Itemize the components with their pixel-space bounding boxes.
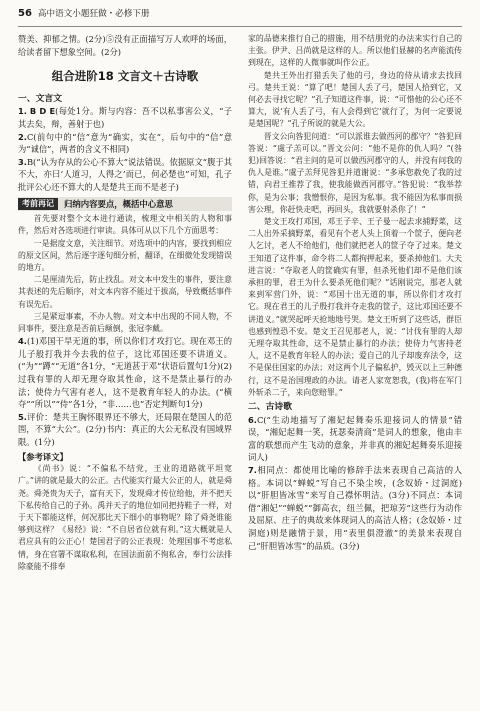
question-number: 6. (248, 414, 257, 425)
focus-banner (18, 197, 232, 212)
answer-text: B(“认为存从的公心不算大”说法错误。依据原文“腹于其不大，亦曰‘人道习，人得之’而已，何必楚也”可知，孔子批评公心还不算大的人是楚共王而不是老子) (18, 156, 232, 192)
page-header (18, 8, 462, 27)
focus-paragraph: 首先要对整个文本进行通读，梳理文中相关的人物和事件，然后对各选项进行审读。具体可从以下几个方面思考： (18, 214, 232, 236)
answer-item (248, 464, 462, 552)
section-heading-classical: 一、文言文 (18, 93, 62, 104)
focus-tag: 考前再记 (18, 198, 58, 211)
translation-paragraph: 晋文公向咎犯问道：“可以派谁去做西河的郡守？”咎犯回答说：“虞子羔可以。”晋文公问：“他不是你的仇人吗？”(咎犯)回答说：“君主问的是可以做西河郡守的人，并没有问我的仇人是谁。”虞子羔拜见咎犯并道谢说：“多承您赦免了我的过错，向君王推荐了我，使我能做西河郡守。”咎犯说：“我举荐你，是为公事；我憎恨你，是因为私事。我不能因为私事而损害公理，你赶快走吧，再回头，我就要射杀你了！” (248, 131, 462, 214)
question-number: 2. (18, 131, 27, 142)
group-title: 组合进阶18 文言文＋古诗歌 (51, 69, 199, 84)
question-number: 5. (18, 411, 27, 422)
answer-item (18, 156, 232, 194)
answer-text: 相同点：都使用比喻的修辞手法来表现自己高洁的人格。本词以“蝉蜕”写自己不染尘埃，(念奴娇・过洞庭)以“肝胆皆冰雪”来写自己襟怀明洁。(3分)不同点：本词借“湘妃”“蝉蜕”“御高衣，纽兰佩，把琼芳”这些行为动作及屈原、庄子的典故来体现词人的高洁人格；(念奴娇・过洞庭)则是融情于景，用“表里俱澄澈”的美景来表现自己“肝胆皆冰雪”的品质。(3分) (248, 465, 462, 551)
answer-key: B D E (29, 106, 56, 117)
translation-paragraph: 楚共王外出打猎丢失了他的弓，身边的侍从请求去找回弓。楚共王说：“算了吧！楚国人丢了弓，楚国人拾到它，又何必去寻找它呢？”孔子知道这件事，说：“可惜他的公心还不算大，说‘有人丢了弓，有人会得到它’就行了，为何一定要说是楚国呢？”孔子所说的就是大公。 (248, 70, 462, 129)
answer-text: C(前句中的“信”意为“确实，实在”，后句中的“信”意为“诚信”，两者的含义不相同) (18, 131, 232, 155)
answer-item (248, 414, 462, 464)
question-number: 1. (18, 106, 27, 117)
answer-text: 评价：楚共王胸怀眼界还不够大，还局限在楚国人的范围，不算“大公”。(2分)书内：真正的大公无私没有国域界限。(1分) (18, 411, 232, 447)
section-heading-poetry: 二、古诗歌 (248, 402, 292, 413)
translation-continued: 家的品德来推行自己的措施，用不结朋党的办法来实行自己的主张。伊尹、吕尚就是这样的人。所以他们显赫的名声能流传到现在，这样的人微事就叫作公正。 (248, 34, 462, 68)
question-number: 4. (18, 336, 27, 347)
page-number: 56 (18, 8, 32, 19)
question-number: 7. (248, 465, 257, 476)
answer-item (18, 131, 232, 156)
answer-item (18, 411, 232, 449)
focus-paragraph: 一是据度文意，关注细节。对选项中的内容，要找到相应的原文区间，然后逐字逐句细分析，翻译，在细微处发现错误的地方。 (18, 238, 232, 272)
answer-text: (1)邓国干旱无道的事，所以你们才攻打它。现在邓王的儿子般打我并今去我的位子，这比邓国还要不讲道义。(“为”“蹲”“无道”各1分，“无道甚于邓”状语后置句1分)(2)过我有罪的人却无理夺取其性命，这不是禁止暴行的办法；使侍力气害有老人，这不是教育年轻人的办法。(“横夺”“所以”“侍”各1分，“非……也”否定判断句1分) (18, 336, 232, 410)
intro-tail: 赞美、抑郁之情。(2分)⑤没有正面描写万人欢呼的场面，给读者留下想象空间。(2分) (18, 34, 232, 57)
left-column (18, 33, 232, 705)
focus-paragraph: 二是厘清先后，防止找乱。对文本中发生的事件，要注意其表述的先后顺序，对文本内容不能过于拔高，导致概括事件有误先后。 (18, 275, 232, 309)
answer-text: C(“生动地描写了湘妃起舞奏乐迎接词人的情景”错误，“湘妃起舞一笑，抚瑟奏清商”是词人的想象，他由丰富的联想而产生飞动的意象，并非真的湘妃起舞奏乐迎接词人) (248, 414, 462, 463)
answer-item (18, 335, 232, 411)
translation-paragraph: 楚文王攻打邓国，邓王子辛、王子曼一起去求捕野菜，这二人出外采摘野菜，看见有个老人头上顶着一个筐子，便向老人乞讨，老人不给他们，他们就把老人的筐子夺了过来。楚文王知道了这件事，命令将二人都拘押起来，要杀掉他们。大夫进言说：“夺取老人的筐确实有罪，但杀死他们却不是他们该承担的罪，君王为什么要杀死他们呢？”话刚说完，那老人就来到军营门外，说：“邓国十出无道的事，所以你们才攻打它。现在君王的儿子殷打我并夺走我的筐子，这比邓国还要不讲道义。”就哭起呼天抢地地号哭。楚文王听到了这些话，群臣也感到惶恐不安。楚文王召见那老人，说：“讨伐有罪的人却无理夺取其性命，这不是禁止暴行的办法；使侍力气害持老人，这不是教育年轻人的办法；爱自己的儿子却废弃法令，这不是保住国家的办法；对这两个儿子偏私护，毁灭以上三种德行，这不是治国理政的办法。请老人家宽恕我，(我)将在军门外斩杀二子，来向您赔罪。” (248, 217, 462, 397)
series-title: 高中语文小题狂做・必修下册 (37, 9, 150, 19)
question-number: 3. (18, 156, 27, 167)
right-column (248, 33, 462, 705)
focus-paragraph: 三是紧逗事素，不办人物。对文本中出现的不同人物，不同事件，要注意是否前后颠倒，张冠李戴。 (18, 311, 232, 333)
answer-item (18, 105, 232, 130)
reference-translation: 《尚书》说：“不偏私不结党，王业的道路就平坦宽广。”讲的就是最大的公正。古代能实行最大公正的人，就是舜尧。舜尧贵为天子，富有天下，发现舜才传位给他，并不把天下私传给自己的子孙。禹并天子的地位如同把持鞋子一样，对于天下都能这样，何况那比天下细小的事物呢？除了舜尧谁能够到这样？《易经》说：“不自居省位就有利。”这大概就是人君应具有的公正心！楚国君子的公正表现：处理国事不考虑私情，身在官署不谋取私利，在国法面前不徇私舍，奉行公法排除豪能不排奉 (18, 464, 232, 571)
reference-translation-title: 【参考译文】 (18, 451, 68, 462)
focus-title: 归纳内容要点，概括中心意思 (64, 198, 173, 209)
answer-text: (每处1分。斯与内容：吾不以私事害公义，“子其去矣，辩，善射于也) (18, 106, 232, 129)
